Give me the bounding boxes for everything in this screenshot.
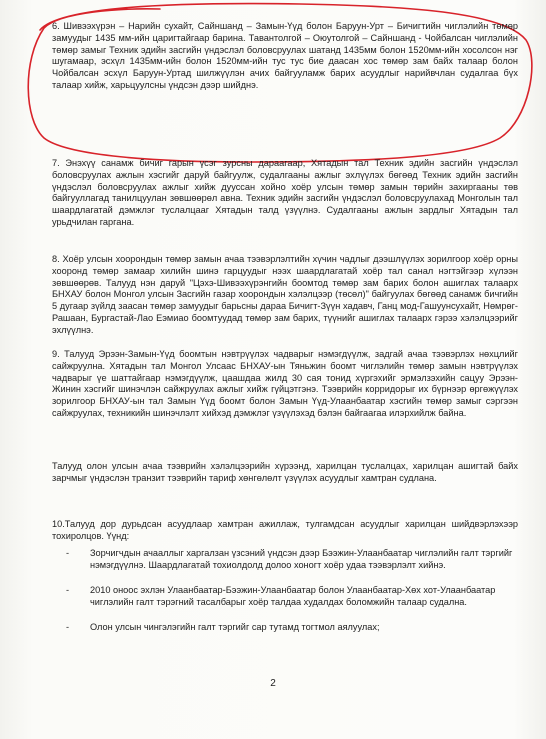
list-item: - Зорчигчдын ачааллыг харгалзан үзсэний үндсэн дээр Бээжин-Улаанбаатар чиглэлийн галт тэргийг нэмэгдүүлнэ. Шаардлагатай тохиолдолд долоо хоногт хоёр удаа тээвэрлэлт хийнэ. (90, 548, 518, 572)
paragraph-9: 9. Талууд Эрээн-Замын-Үүд боомтын нэвтрүүлэх чадварыг нэмэгдүүлж, задгай ачаа тээвэрлэх нөхцлийг сайжруулна. Хятадын тал Монгол Улсаас БНХАУ-ын Тяньжин боомт чиглэлийн төмөр замын нэвтрүүлэх чадварыг үе шаттайгаар нэмэгдүүлж, цаашдаа жилд 30 сая тонид хүргэхийг эрмэлзэхийн сацуу Эрээн-Жинин хэсгийг шинэчлэн сайжруулах ажлыг хийж гүйцэтгэнэ. Тээврийн корридорыг их бүрнээр өргөжүүлэх зорилгоор БНХАУ-ын тал Замын Үүд боомт болон Замын Үүд-Улаанбаатар хэсгийн төмөр замыг сэргээн сайжруулах, техникийн шинэчлэлт хийхэд дэмжлэг үзүүлэхэд бэлэн байгаагаа илэрхийлж байна. (52, 349, 518, 418)
paragraph-8: 8. Хоёр улсын хоорондын төмөр замын ачаа тээвэрлэлтийн хүчин чадлыг дээшлүүлэх зорилгоор хоёр орны хооронд төмөр замаар хилийн шинэ гарцуудыг нээх шаардлагатай хоёр тал санал нэгтэйгээр хүлээн зөвшөөрөв. Талууд нэн даруй "Цэхэ-Шивээхүрэнгийн боомтод төмөр зам барих болон ашиглах талаарх БНХАУ болон Монгол улсын Засгийн газар хоорондын хэлэлцээр (төсөл)" байгуулах бөгөөд санамж бичгийн 5 дугаар зүйлд заасан төмөр замуудыг барьсны дараа Бичигт-Зүүн хадавч, Ганц мод-Гашуунсухайт, Нөмрөг-Рашаан, Бургастай-Лао Еэмиао боомтуудад төмөр зам барих, түүнийг ашиглах талаарх гэрээ хэлэлцээрийг эхлүүлнэ. (52, 254, 518, 335)
page-number: 2 (270, 678, 276, 689)
paragraph-10: 10.Талууд дор дурьдсан асуудлаар хамтран ажиллаж, тулгамдсан асуудлыг харилцан шийдвэрлэхээр тохиролцов. Үүнд: (52, 519, 518, 541)
paragraph-6: 6. Шивээхүрэн – Нарийн сухайт, Сайншанд – Замын-Үүд болон Баруун-Урт – Бичигтийн чиглэлийн төмөр замуудыг 1435 мм-ийн царигтайгаар барина. Тавантолгой – Оюутолгой – Сайншанд - Чойбалсан чиглэлийн төмөр замыг Техник эдийн засгийн үндэслэл боловсруулах шатанд 1435мм болон 1520мм-ийн хосолсон нэг шугамаар, эсхүл 1435мм-ийн болон 1520мм-ийн тус тус бие даасан хос төмөр зам байх талаар болон Чойбалсан эсхүл Баруун-Уртад шилжүүлэн ачих байгууламж барих асуудлыг нарийвчлан судалгаа бүх талаар хийж, харьцуулсны үндсэн дээр шийднэ. (52, 21, 518, 90)
list-item: - Олон улсын чингэлэгийн галт тэргийг сар тутамд тогтмол аялуулах; (90, 622, 518, 634)
paragraph-9-continuation: Талууд олон улсын ачаа тээврийн хэлэлцээрийн хүрээнд, харилцан туслалцах, харилцан ашигтай байх зарчмыг үндэслэн транзит тээврийн тариф хөнгөлөлт үзүүлэх асуудлыг хамтран судлана. (52, 461, 518, 483)
list-item: - 2010 оноос эхлэн Улаанбаатар-Бээжин-Улаанбаатар болон Улаанбаатар-Хөх хот-Улаанбаатар чиглэлийн галт тэрэгний тасалбарыг хоёр талдаа худалдах боломжийн талаар судална. (90, 585, 518, 609)
paragraph-7: 7. Энэхүү санамж бичиг гарын үсэг зурсны дараагаар, Хятадын тал Техник эдийн засгийн үндэслэл боловсруулах ажлын хэсгийг даруй байгуулж, судалгааны ажлыг эхлүүлэх бөгөөд Техник эдийн засгийн үндэслэл боловсруулах ажлыг хийж дууссан хойно хоёр улсын төмөр замын төрийн захиргааны төв байгууллагад танилцуулан зөвшөөрөл авна. Техник эдийн засгийн үндэслэл боловсруулахад Монголын тал шаардлагатай дэмжлэг туслалцааг Хятадын талд үзүүлнэ. Судалгааны ажлын зардлыг Хятадын тал урьдчилан гаргана. (52, 158, 518, 227)
